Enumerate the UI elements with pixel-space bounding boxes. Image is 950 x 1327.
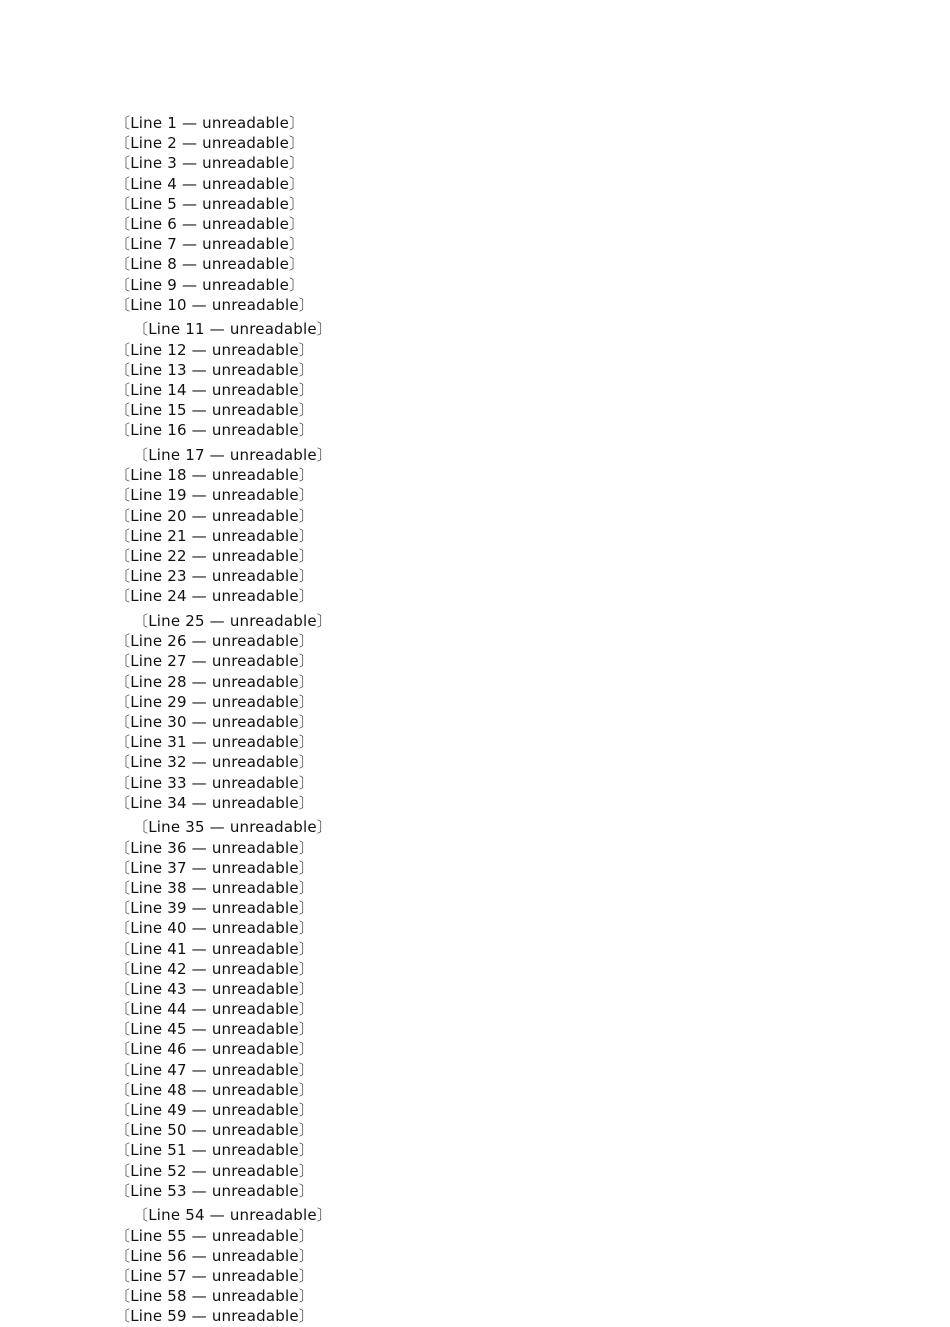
text-line: 〔Line 2 — unreadable〕 bbox=[115, 134, 305, 153]
paragraph bbox=[115, 319, 840, 440]
text-line: 〔Line 56 — unreadable〕 bbox=[115, 1246, 314, 1265]
text-line: 〔Line 54 — unreadable〕 bbox=[133, 1206, 332, 1225]
text-line: 〔Line 47 — unreadable〕 bbox=[115, 1060, 314, 1079]
text-line: 〔Line 43 — unreadable〕 bbox=[115, 979, 314, 998]
text-line: 〔Line 26 — unreadable〕 bbox=[115, 632, 314, 651]
text-line: 〔Line 30 — unreadable〕 bbox=[115, 712, 314, 731]
paragraph bbox=[115, 1205, 840, 1326]
text-line: 〔Line 18 — unreadable〕 bbox=[115, 466, 314, 485]
text-line: 〔Line 53 — unreadable〕 bbox=[115, 1181, 314, 1200]
text-line: 〔Line 52 — unreadable〕 bbox=[115, 1161, 314, 1180]
text-line: 〔Line 21 — unreadable〕 bbox=[115, 526, 314, 545]
text-line: 〔Line 49 — unreadable〕 bbox=[115, 1101, 314, 1119]
text-line: 〔Line 33 — unreadable〕 bbox=[115, 773, 314, 792]
paragraph bbox=[115, 113, 840, 315]
text-line: 〔Line 19 — unreadable〕 bbox=[115, 486, 314, 505]
text-line: 〔Line 50 — unreadable〕 bbox=[115, 1121, 314, 1140]
text-line: 〔Line 9 — unreadable〕 bbox=[115, 275, 305, 294]
text-line: 〔Line 57 — unreadable〕 bbox=[115, 1267, 314, 1285]
text-line: 〔Line 20 — unreadable〕 bbox=[115, 506, 314, 525]
text-line: 〔Line 37 — unreadable〕 bbox=[115, 858, 314, 877]
text-line: 〔Line 11 — unreadable〕 bbox=[133, 320, 332, 339]
text-line: 〔Line 24 — unreadable〕 bbox=[115, 587, 314, 606]
text-line: 〔Line 23 — unreadable〕 bbox=[115, 567, 314, 586]
text-line: 〔Line 45 — unreadable〕 bbox=[115, 1020, 314, 1039]
text-line: 〔Line 46 — unreadable〕 bbox=[115, 1040, 314, 1059]
text-line: 〔Line 3 — unreadable〕 bbox=[115, 154, 305, 173]
text-line: 〔Line 40 — unreadable〕 bbox=[115, 919, 314, 938]
text-line: 〔Line 6 — unreadable〕 bbox=[115, 214, 305, 233]
text-line: 〔Line 15 — unreadable〕 bbox=[115, 401, 314, 420]
text-line: 〔Line 12 — unreadable〕 bbox=[115, 340, 314, 359]
text-line: 〔Line 29 — unreadable〕 bbox=[115, 692, 314, 711]
text-line: 〔Line 1 — unreadable〕 bbox=[115, 114, 305, 132]
text-line: 〔Line 51 — unreadable〕 bbox=[115, 1141, 314, 1160]
text-line: 〔Line 27 — unreadable〕 bbox=[115, 652, 314, 671]
paragraph bbox=[115, 611, 840, 813]
text-line: 〔Line 16 — unreadable〕 bbox=[115, 421, 314, 440]
text-line: 〔Line 4 — unreadable〕 bbox=[115, 174, 305, 193]
text-line: 〔Line 22 — unreadable〕 bbox=[115, 546, 314, 565]
text-line: 〔Line 55 — unreadable〕 bbox=[115, 1226, 314, 1245]
text-line: 〔Line 39 — unreadable〕 bbox=[115, 899, 314, 918]
text-line: 〔Line 7 — unreadable〕 bbox=[115, 235, 305, 254]
text-line: 〔Line 44 — unreadable〕 bbox=[115, 1000, 314, 1019]
text-line: 〔Line 58 — unreadable〕 bbox=[115, 1287, 314, 1306]
text-line: 〔Line 38 — unreadable〕 bbox=[115, 878, 314, 897]
text-line: 〔Line 59 — unreadable〕 bbox=[115, 1307, 314, 1326]
text-line: 〔Line 42 — unreadable〕 bbox=[115, 959, 314, 978]
text-line: 〔Line 10 — unreadable〕 bbox=[115, 295, 314, 314]
body-text bbox=[115, 113, 840, 1327]
text-line: 〔Line 35 — unreadable〕 bbox=[133, 818, 332, 837]
text-line: 〔Line 34 — unreadable〕 bbox=[115, 793, 314, 812]
paragraph bbox=[115, 817, 840, 1201]
text-line: 〔Line 5 — unreadable〕 bbox=[115, 194, 305, 213]
text-line: 〔Line 13 — unreadable〕 bbox=[115, 360, 314, 379]
text-line: 〔Line 8 — unreadable〕 bbox=[115, 255, 305, 274]
text-line: 〔Line 31 — unreadable〕 bbox=[115, 733, 314, 752]
text-line: 〔Line 36 — unreadable〕 bbox=[115, 838, 314, 857]
text-line: 〔Line 41 — unreadable〕 bbox=[115, 939, 314, 958]
text-line: 〔Line 25 — unreadable〕 bbox=[133, 612, 332, 630]
text-line: 〔Line 48 — unreadable〕 bbox=[115, 1080, 314, 1099]
text-line: 〔Line 32 — unreadable〕 bbox=[115, 753, 314, 772]
text-line: 〔Line 17 — unreadable〕 bbox=[133, 446, 332, 464]
paragraph bbox=[115, 445, 840, 607]
text-line: 〔Line 28 — unreadable〕 bbox=[115, 672, 314, 691]
text-line: 〔Line 14 — unreadable〕 bbox=[115, 380, 314, 399]
